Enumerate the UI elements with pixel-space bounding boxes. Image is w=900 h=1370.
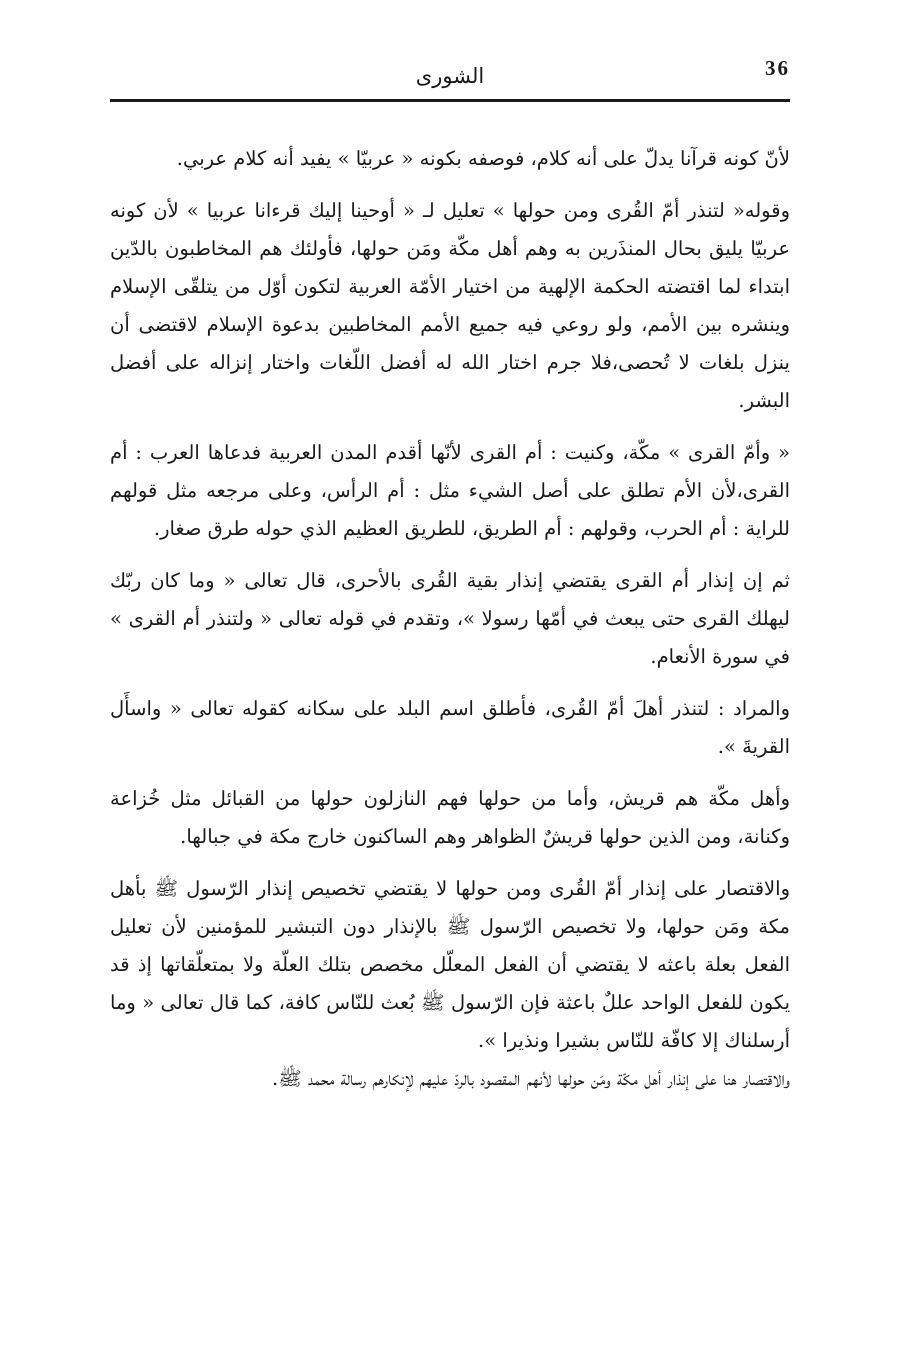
paragraph: لأنّ كونه قرآنا يدلّ على أنه كلام، فوصفه بكونه « عربيّا » يفيد أنه كلام عربي. xyxy=(176,147,790,170)
paragraph: ثم إن إنذار أم القرى يقتضي إنذار بقية القُرى بالأحرى، قال تعالى « وما كان ربّك ليهلك القرى حتى يبعث في أمّها رسولا »، وتقدم في قوله تعالى « ولتنذر أم القرى » في سورة الأنعام. xyxy=(110,569,790,668)
paragraph: وقوله« لتنذر أمّ القُرى ومن حولها » تعليل لـ « أوحينا إليك قرءانا عربيا » لأن كونه عربيّا يليق بحال المنذَرين به وهم أهل مكّة ومَن حولها، فأولئك هم المخاطبون بالدّين ابتداء لما اقتضته الحكمة الإلهية من اختيار الأمّة العربية لتكون أوّل من يتلقّى الإسلام وينشره بين الأمم، ولو روعي فيه جميع الأمم المخاطبين بدعوة الإسلام لاقتضى أن ينزل بلغات لا تُحصى،فلا جرم اختار الله له أفضل اللّغات واختار إنزاله على أفضل البشر. xyxy=(110,199,790,412)
paragraph: والمراد : لتنذر أهلَ أمّ القُرى، فأطلق اسم البلد على سكانه كقوله تعالى « واسأَل القريةَ ». xyxy=(110,697,790,758)
paragraph: والاقتصار هنا على إنذار أهل مكّة ومَن حولها لأنهم المقصود بالردّ عليهم لإنكارهم رسالة محمد ﷺ. xyxy=(272,1067,790,1090)
paragraph: والاقتصار على إنذار أمّ القُرى ومن حولها لا يقتضي تخصيص إنذار الرّسول ﷺ بأهل مكة ومَن حولها، ولا تخصيص الرّسول ﷺ بالإنذار دون التبشير للمؤمنين لأن تعليل الفعل بعلة باعثه لا يقتضي أن الفعل المعلّل مخصص بتلك العلّة ولا بمتعلّقاتها إذ قد يكون للفعل الواحد عللٌ باعثة فإن الرّسول ﷺ بُعث للنّاس كافة، كما قال تعالى « وما أرسلناك إلا كافّة للنّاس بشيرا ونذيرا ». xyxy=(110,877,790,1052)
page-number: 36 xyxy=(765,56,790,80)
paragraph: وأهل مكّة هم قريش، وأما من حولها فهم النازلون حولها من القبائل مثل خُزاعة وكنانة، ومن الذين حولها قريشٌ الظواهر وهم الساكنون خارج مكة في جبالها. xyxy=(110,787,790,848)
chapter-title: الشورى xyxy=(415,64,485,88)
running-header xyxy=(110,56,790,96)
paragraph: « وأمّ القرى » مكّة، وكنيت : أم القرى لأنّها أقدم المدن العربية فدعاها العرب : أم القرى،لأن الأم تطلق على أصل الشيء مثل : أم الرأس، وعلى مرجعه مثل قولهم للراية : أم الحرب، وقولهم : أم الطريق، للطريق العظيم الذي حوله طرق صغار. xyxy=(110,441,790,540)
body-text xyxy=(110,140,790,1098)
header-divider xyxy=(110,99,790,102)
